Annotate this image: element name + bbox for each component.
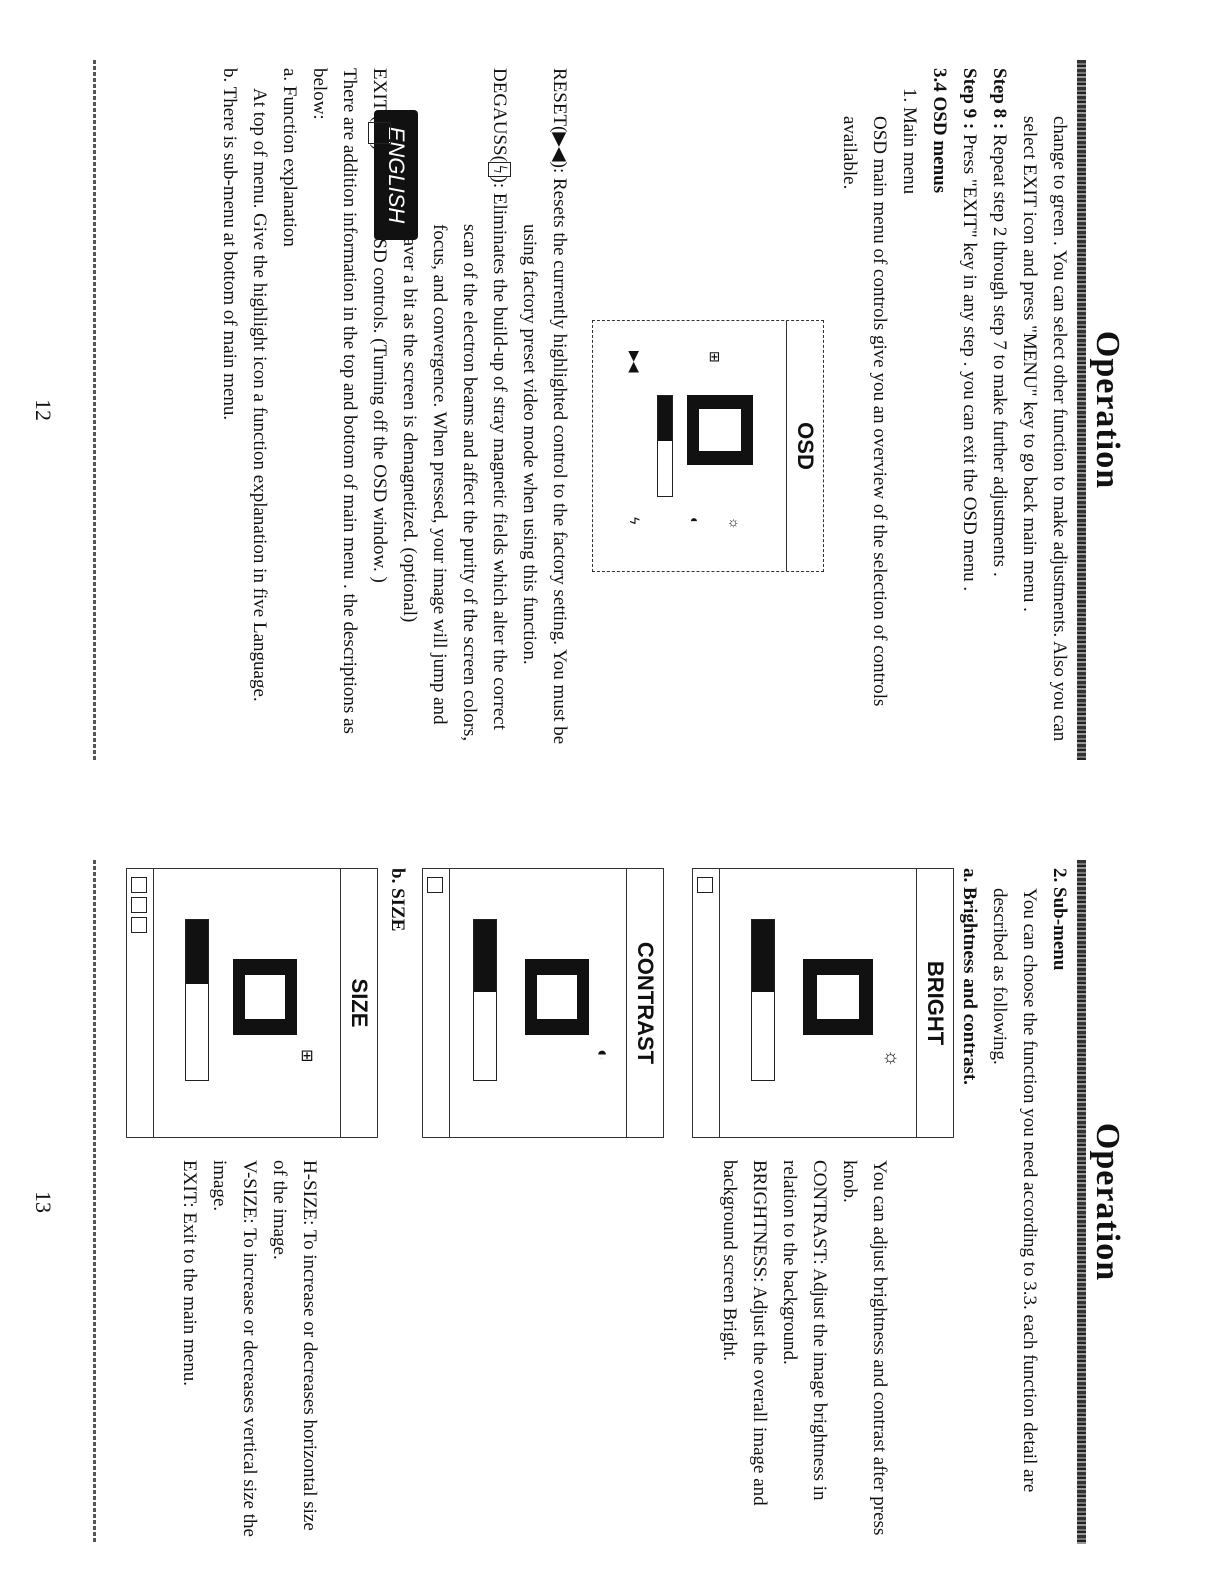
- level-bar: [657, 395, 673, 497]
- main-menu-heading: 1. Main menu: [899, 88, 920, 195]
- reset-icon: ▶◀: [549, 132, 570, 162]
- sun-icon: ☼: [881, 1049, 903, 1068]
- brightness-contrast-heading: a. Brightness and contrast.: [959, 868, 980, 1085]
- size-heading-block: [382, 868, 412, 1544]
- panel-footer: [127, 869, 154, 1137]
- page-13: [0, 820, 1224, 1584]
- contrast-panel: [422, 868, 664, 1138]
- contrast-header: CONTRAST: [626, 869, 663, 1137]
- continued-text: [834, 68, 1074, 760]
- contrast-level-bar: [473, 919, 497, 1081]
- size-heading: b. SIZE: [387, 868, 408, 932]
- continuation-paragraph: change to green . You can select other function to make adjustments. Also you can select EXIT icon and press "MENU" key to go back main menu .: [1019, 116, 1070, 742]
- degauss-description: DEGAUSS(ϟ): Eliminates the build-up of stray magnetic fields which alter the correct scan of the electron beams and affect the purity of the screen colors, focus, and convergence. When pressed, your image will jump and waver a bit as the screen is demagnetized. (optional): [399, 68, 510, 742]
- size-header: SIZE: [340, 869, 377, 1137]
- osd-header: OSD: [786, 321, 823, 571]
- brightness-intro: You can adjust brightness and contrast after press knob.: [839, 1160, 890, 1536]
- monitor-icon: [233, 959, 297, 1035]
- page-12: [0, 20, 1224, 800]
- step-8: Step 8 : Repeat step 2 through step 7 to make further adjustments .: [989, 68, 1010, 577]
- size-icon: ⊞: [707, 351, 723, 363]
- v-size-definition: V-SIZE: To increase or decreases vertical size the image.: [209, 1160, 260, 1537]
- size-panel: [126, 868, 378, 1138]
- sun-icon: ☼: [727, 517, 743, 530]
- exit-description: EXIT (✕): Exit the OSD controls. (Turning off the OSD window. ): [369, 68, 390, 583]
- sub-menu-description: You can choose the function you need according to 3.3. each function detail are described as following.: [989, 888, 1040, 1493]
- page-number: 12: [31, 399, 56, 421]
- step-9: Step 9 : Press "EXIT" key in any step . you can exit the OSD menu .: [959, 68, 980, 592]
- contrast-icon: ◐: [687, 517, 703, 526]
- header-rule: [1077, 860, 1086, 1544]
- contrast-definition: CONTRAST: Adjust the image brightness in relation to the background.: [779, 1160, 830, 1501]
- language-badge: ENGLISH: [374, 110, 418, 240]
- page-number: 13: [31, 1191, 56, 1213]
- footer-rule: [93, 60, 96, 760]
- controls-text: [214, 68, 574, 760]
- bright-header: BRIGHT: [916, 869, 953, 1137]
- h-size-definition: H-SIZE: To increase or decreases horizontal size of the image.: [269, 1160, 320, 1531]
- bright-level-bar: [751, 919, 775, 1081]
- reset-small-icon: ▶◀: [627, 351, 643, 373]
- exit-definition: EXIT: Exit to the main menu.: [179, 1160, 200, 1386]
- header-rule: [1077, 60, 1086, 760]
- exit-icon: ✕: [368, 122, 391, 144]
- brightness-text: [714, 1160, 894, 1544]
- monitor-icon: [687, 395, 753, 465]
- page-title: Operation: [1089, 330, 1126, 490]
- panel-footer: [693, 869, 720, 1137]
- section-heading: 3.4 OSD menus: [929, 68, 950, 194]
- additional-info: There are addition information in the top and bottom of main menu . the descriptions as below:: [309, 68, 360, 734]
- sub-menu-heading: 2. Sub-menu: [1049, 868, 1070, 971]
- brightness-definition: BRIGHTNESS: Adjust the overall image and background screen Bright.: [719, 1160, 770, 1506]
- page-title: Operation: [1089, 1122, 1126, 1282]
- monitor-icon: [525, 959, 589, 1035]
- degauss-small-icon: ϟ: [627, 517, 643, 525]
- sub-menu-intro: [954, 868, 1074, 1544]
- osd-main-menu-figure: [592, 320, 824, 572]
- panel-footer: [423, 869, 450, 1137]
- function-explanation-text: At top of menu. Give the highlight icon a function explanation in five Language.: [249, 88, 270, 702]
- footer-rule: [93, 860, 96, 1544]
- bright-panel: [692, 868, 954, 1138]
- size-text: [174, 1160, 324, 1544]
- reset-description: RESET(▶◀): Resets the currently highlighted control to the factory setting. You must be using factory preset video mode when using this function.: [519, 68, 570, 745]
- size-icon: ⊞: [298, 1049, 315, 1063]
- contrast-icon: ◐: [593, 1049, 613, 1060]
- main-menu-description: OSD main menu of controls give you an overview of the selection of controls available.: [839, 116, 890, 707]
- sub-menu-note: b. There is sub-menu at bottom of main menu.: [219, 68, 240, 421]
- function-explanation-heading: a. Function explanation: [279, 68, 300, 247]
- size-level-bar: [185, 919, 209, 1081]
- monitor-icon: [803, 959, 873, 1035]
- degauss-icon: ϟ: [488, 162, 511, 177]
